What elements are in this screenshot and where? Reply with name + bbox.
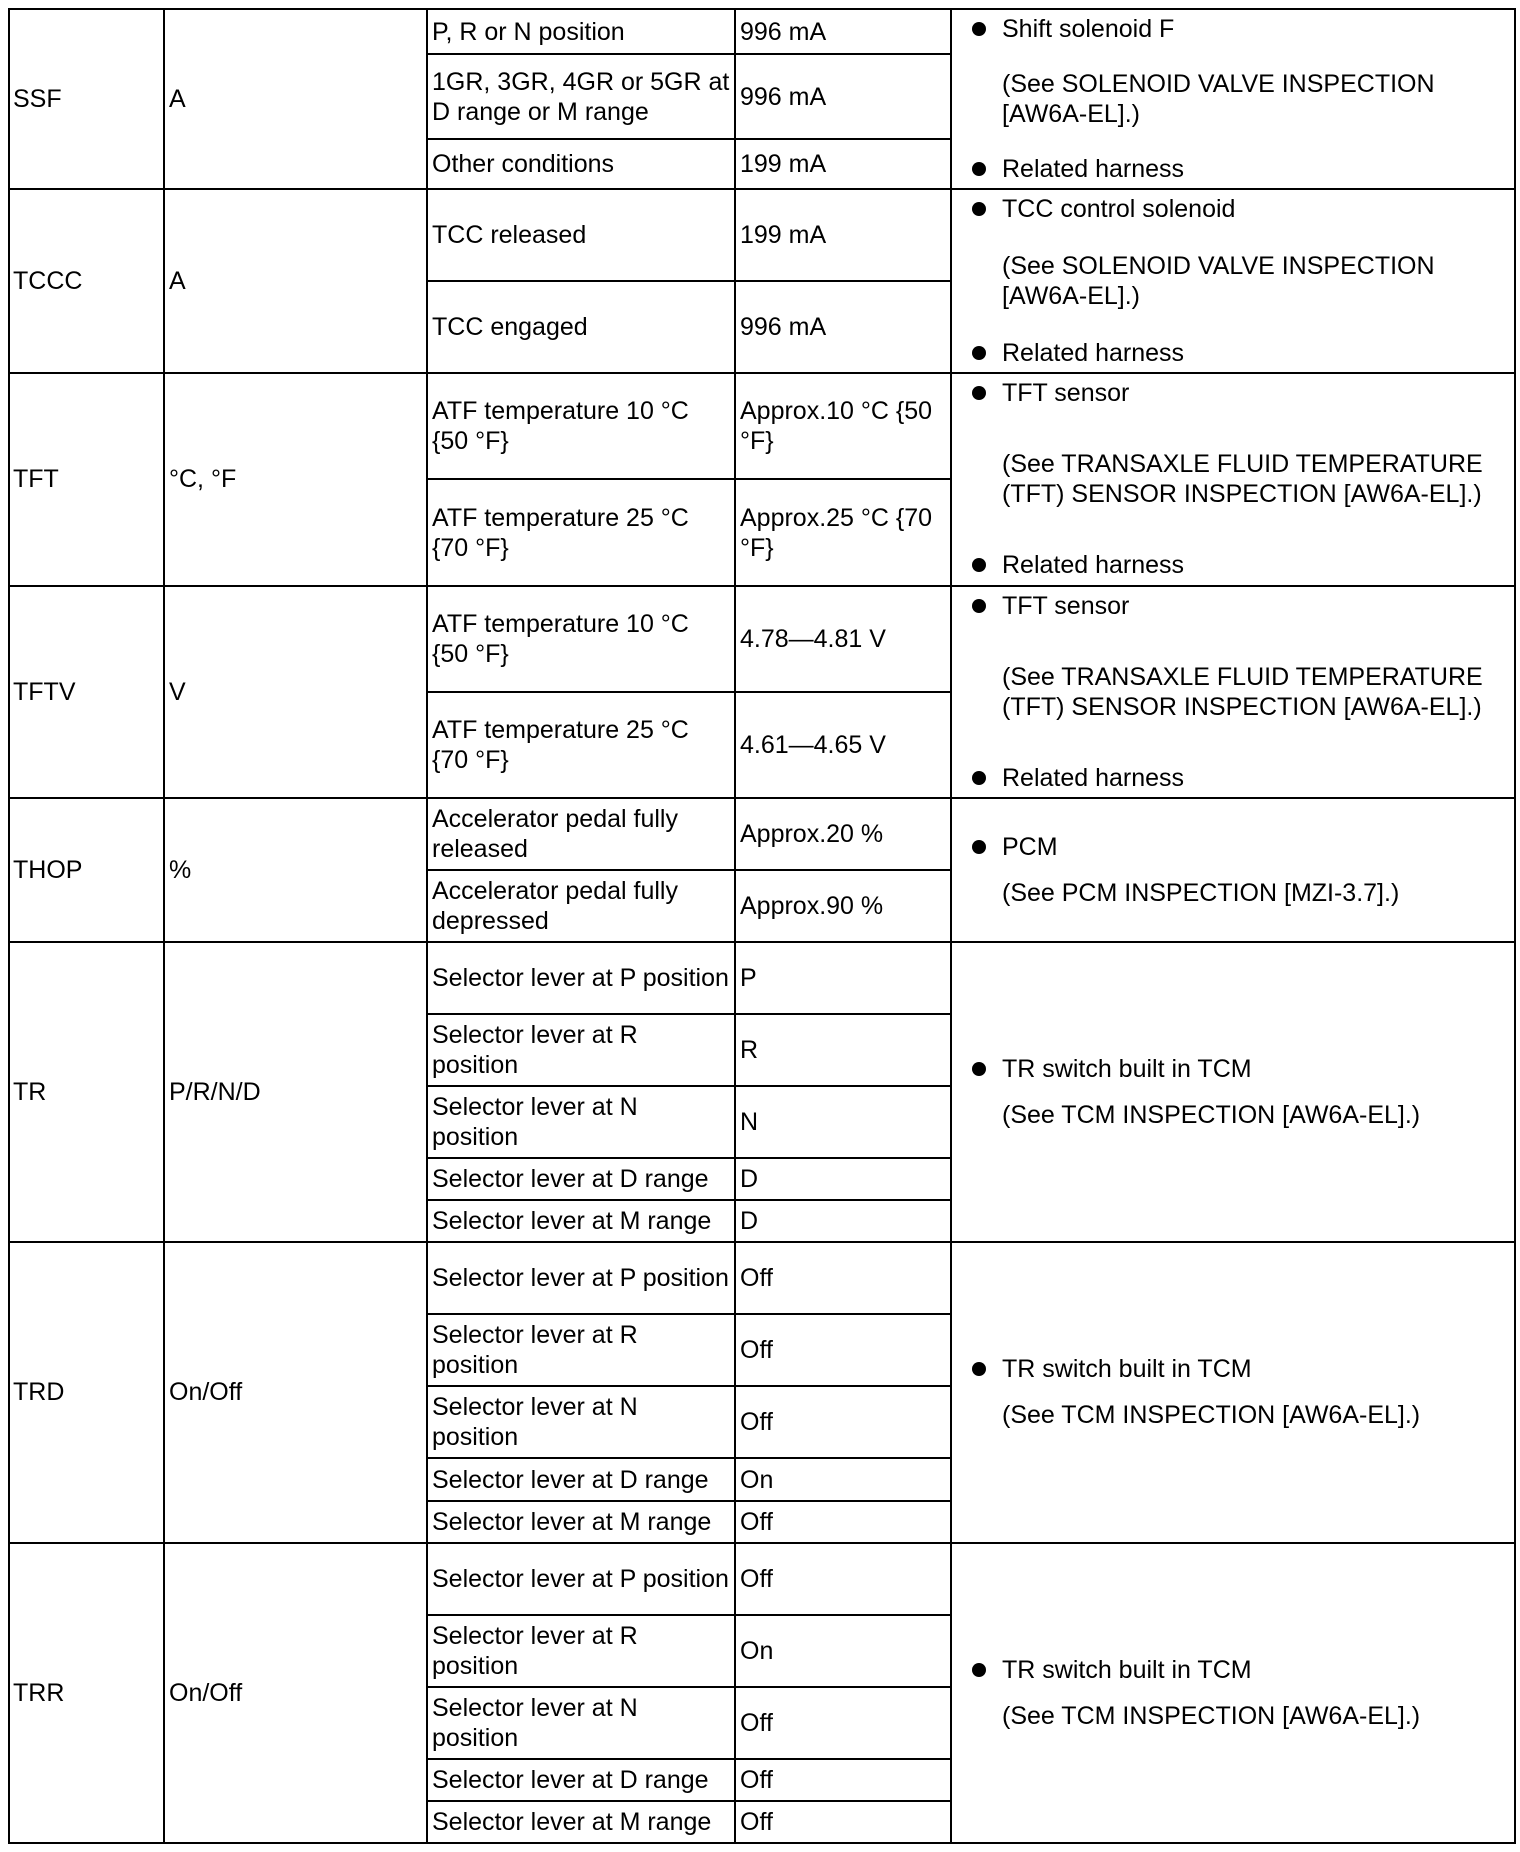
pid-name: TR	[9, 942, 164, 1242]
display-value: 4.78—4.81 V	[735, 586, 951, 692]
condition: ATF temperature 25 °C {70 °F}	[427, 479, 735, 585]
display-value: 996 mA	[735, 54, 951, 139]
display-value: Off	[735, 1543, 951, 1615]
check-item	[951, 586, 1515, 798]
display-value: 996 mA	[735, 9, 951, 54]
condition: Selector lever at R position	[427, 1014, 735, 1086]
check-item	[951, 1242, 1515, 1542]
display-value: 199 mA	[735, 189, 951, 281]
table-row	[9, 942, 1515, 1014]
bullet-item: TR switch built in TCM	[1002, 1354, 1506, 1384]
unit: %	[164, 798, 427, 942]
inspection-reference: (See TRANSAXLE FLUID TEMPERATURE (TFT) SENSOR INSPECTION [AW6A-EL].)	[1002, 450, 1483, 509]
display-value: D	[735, 1200, 951, 1242]
display-value: Off	[735, 1314, 951, 1386]
inspection-reference: (See TRANSAXLE FLUID TEMPERATURE (TFT) SENSOR INSPECTION [AW6A-EL].)	[1002, 662, 1483, 721]
condition: Selector lever at P position	[427, 1242, 735, 1314]
unit: On/Off	[164, 1242, 427, 1542]
inspection-reference: (See TCM INSPECTION [AW6A-EL].)	[1002, 1401, 1421, 1430]
bullet-item: PCM	[1002, 832, 1506, 862]
pid-name: TRD	[9, 1242, 164, 1542]
pid-name: THOP	[9, 798, 164, 942]
display-value: Off	[735, 1501, 951, 1543]
bullet-item: Related harness	[1002, 154, 1506, 184]
condition: Selector lever at P position	[427, 942, 735, 1014]
display-value: 199 mA	[735, 139, 951, 189]
table-row	[9, 189, 1515, 281]
inspection-reference: (See PCM INSPECTION [MZI-3.7].)	[1002, 878, 1400, 907]
display-value: Off	[735, 1242, 951, 1314]
condition: Other conditions	[427, 139, 735, 189]
check-item-content	[1002, 1054, 1506, 1130]
inspection-reference: (See SOLENOID VALVE INSPECTION [AW6A-EL].)	[1002, 70, 1435, 129]
pid-name: SSF	[9, 9, 164, 189]
inspection-reference: (See TCM INSPECTION [AW6A-EL].)	[1002, 1701, 1421, 1730]
unit: A	[164, 189, 427, 373]
condition: Selector lever at M range	[427, 1801, 735, 1843]
check-item	[951, 373, 1515, 585]
condition: Selector lever at M range	[427, 1200, 735, 1242]
condition: Selector lever at N position	[427, 1687, 735, 1759]
condition: Accelerator pedal fully depressed	[427, 870, 735, 942]
display-value: On	[735, 1458, 951, 1500]
bullet-item: TR switch built in TCM	[1002, 1054, 1506, 1084]
condition: TCC engaged	[427, 281, 735, 373]
table-row	[9, 1242, 1515, 1314]
pid-name: TRR	[9, 1543, 164, 1843]
inspection-reference: (See SOLENOID VALVE INSPECTION [AW6A-EL].)	[1002, 252, 1435, 311]
table-row	[9, 586, 1515, 692]
bullet-item: Related harness	[1002, 763, 1506, 793]
bullet-item: TCC control solenoid	[1002, 194, 1506, 224]
display-value: Approx.25 °C {70 °F}	[735, 479, 951, 585]
unit: V	[164, 586, 427, 798]
condition: Selector lever at N position	[427, 1386, 735, 1458]
condition: Accelerator pedal fully released	[427, 798, 735, 870]
check-item-content	[1002, 194, 1506, 368]
condition: ATF temperature 10 °C {50 °F}	[427, 373, 735, 479]
display-value: R	[735, 1014, 951, 1086]
condition: 1GR, 3GR, 4GR or 5GR at D range or M range	[427, 54, 735, 139]
table-row	[9, 9, 1515, 54]
display-value: On	[735, 1615, 951, 1687]
inspection-reference: (See TCM INSPECTION [AW6A-EL].)	[1002, 1101, 1421, 1130]
display-value: Off	[735, 1759, 951, 1801]
bullet-item: TR switch built in TCM	[1002, 1655, 1506, 1685]
condition: Selector lever at D range	[427, 1759, 735, 1801]
display-value: Approx.20 %	[735, 798, 951, 870]
condition: Selector lever at R position	[427, 1615, 735, 1687]
check-item-content	[1002, 832, 1506, 908]
bullet-item: TFT sensor	[1002, 378, 1506, 408]
display-value: N	[735, 1086, 951, 1158]
pid-name: TCCC	[9, 189, 164, 373]
bullet-item: Related harness	[1002, 550, 1506, 580]
bullet-item: Shift solenoid F	[1002, 14, 1506, 44]
pid-name: TFTV	[9, 586, 164, 798]
display-value: D	[735, 1158, 951, 1200]
display-value: 996 mA	[735, 281, 951, 373]
unit: On/Off	[164, 1543, 427, 1843]
display-value: 4.61—4.65 V	[735, 692, 951, 798]
display-value: Approx.10 °C {50 °F}	[735, 373, 951, 479]
check-item	[951, 189, 1515, 373]
unit: °C, °F	[164, 373, 427, 585]
table-row	[9, 1543, 1515, 1615]
display-value: Off	[735, 1386, 951, 1458]
unit: P/R/N/D	[164, 942, 427, 1242]
condition: ATF temperature 25 °C {70 °F}	[427, 692, 735, 798]
check-item-content	[1002, 591, 1506, 793]
table-row	[9, 373, 1515, 479]
bullet-item: Related harness	[1002, 338, 1506, 368]
pid-name: TFT	[9, 373, 164, 585]
condition: Selector lever at R position	[427, 1314, 735, 1386]
pid-data-table	[8, 8, 1516, 1844]
display-value: P	[735, 942, 951, 1014]
check-item-content	[1002, 378, 1506, 580]
condition: ATF temperature 10 °C {50 °F}	[427, 586, 735, 692]
check-item	[951, 9, 1515, 189]
display-value: Approx.90 %	[735, 870, 951, 942]
check-item	[951, 798, 1515, 942]
check-item-content	[1002, 14, 1506, 184]
check-item	[951, 942, 1515, 1242]
condition: TCC released	[427, 189, 735, 281]
table-row	[9, 798, 1515, 870]
check-item-content	[1002, 1655, 1506, 1731]
condition: P, R or N position	[427, 9, 735, 54]
display-value: Off	[735, 1687, 951, 1759]
condition: Selector lever at D range	[427, 1458, 735, 1500]
check-item-content	[1002, 1354, 1506, 1430]
unit: A	[164, 9, 427, 189]
condition: Selector lever at P position	[427, 1543, 735, 1615]
condition: Selector lever at D range	[427, 1158, 735, 1200]
bullet-item: TFT sensor	[1002, 591, 1506, 621]
check-item	[951, 1543, 1515, 1843]
condition: Selector lever at M range	[427, 1501, 735, 1543]
display-value: Off	[735, 1801, 951, 1843]
condition: Selector lever at N position	[427, 1086, 735, 1158]
